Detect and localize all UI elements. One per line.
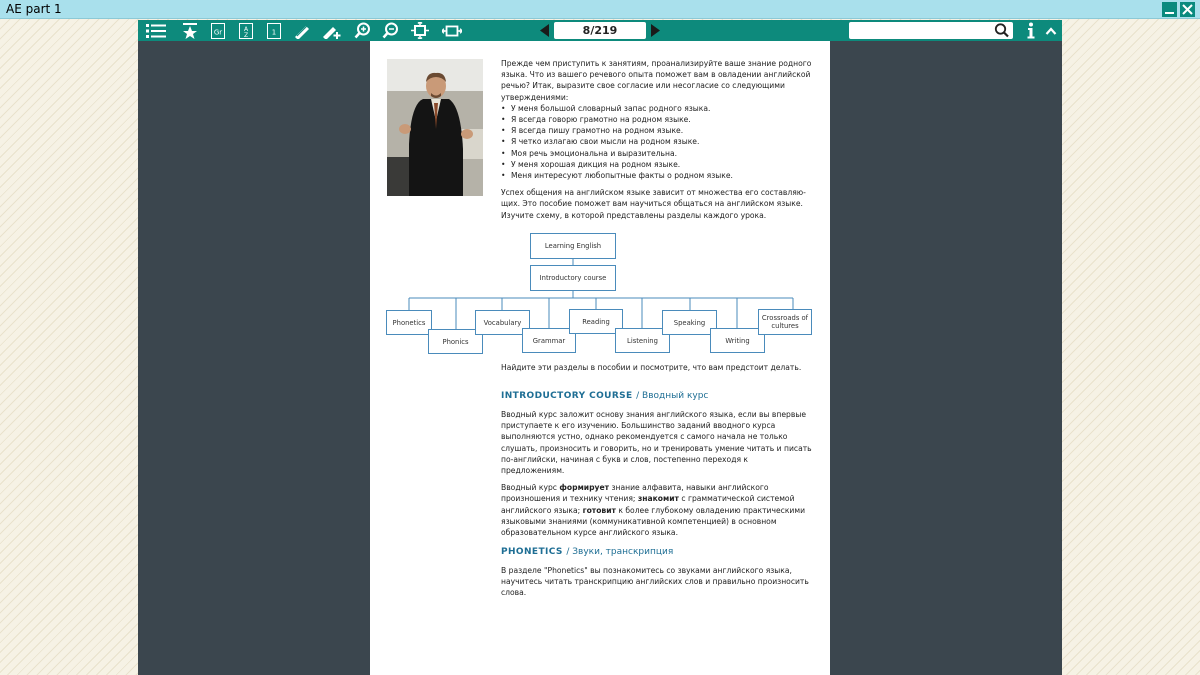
search-button[interactable]	[994, 23, 1010, 38]
zoom-out-icon	[382, 22, 399, 39]
diagram-introductory-course: Introductory course	[530, 265, 616, 291]
previous-page-button[interactable]	[538, 23, 552, 38]
book-page	[370, 41, 830, 675]
list-icon	[146, 23, 166, 39]
zoom-in-icon	[354, 22, 371, 39]
contents-button[interactable]	[146, 21, 166, 40]
info-button[interactable]	[1021, 21, 1041, 40]
star-bookmark-icon	[182, 23, 198, 39]
diagram-root: Learning English	[530, 233, 616, 259]
diagram-section: Writing	[710, 328, 765, 353]
diagram-section: Phonics	[428, 329, 483, 354]
heading-subtitle: / Вводный курс	[636, 391, 709, 401]
triangle-right-icon	[648, 23, 662, 38]
next-page-button[interactable]	[648, 23, 662, 38]
title-bar	[0, 0, 1200, 19]
close-button[interactable]	[1180, 2, 1195, 17]
info-icon	[1026, 22, 1036, 39]
reader-toolbar	[138, 20, 1062, 41]
pencil-plus-icon	[322, 23, 342, 39]
intro-course-paragraph: Вводный курс заложит основу знания английского языка, если вы впервые приступаете к его изучению. Большинство заданий вводного курса выполняются устно, однако рекомендуется с самого начала не только слушать, произносить и говорить, но и тренировать умение читать и писать по-английски, начиная с букв и слов, постепенно переходя к предложениям.	[501, 410, 812, 476]
bookmarks-button[interactable]	[180, 21, 200, 40]
diagram-section: Phonetics	[386, 310, 432, 335]
dictionary-button[interactable]	[264, 21, 284, 40]
fit-width-button[interactable]	[442, 21, 462, 40]
add-note-button[interactable]	[322, 21, 342, 40]
list-item: • Я всегда пишу грамотно на родном языке.	[501, 125, 813, 136]
grammar-book-icon	[211, 23, 225, 39]
vocabulary-button[interactable]	[236, 21, 256, 40]
list-item: • Я всегда говорю грамотно на родном языке.	[501, 114, 813, 125]
close-icon	[1182, 4, 1193, 15]
svg-text:1: 1	[271, 28, 277, 36]
section-heading-introductory	[501, 391, 708, 402]
pencil-button[interactable]	[292, 21, 312, 40]
diagram-section: Vocabulary	[475, 310, 530, 335]
diagram-section: Reading	[569, 309, 623, 334]
diagram-section: Listening	[615, 328, 670, 353]
diagram-section: Speaking	[662, 310, 717, 335]
section-heading-phonetics	[501, 547, 673, 558]
collapse-toolbar-button[interactable]	[1041, 21, 1061, 40]
zoom-in-button[interactable]	[352, 21, 372, 40]
phonetics-text: В разделе "Phonetics" вы познакомитесь со звуками английского языка, научитесь читать транскрипцию английских слов и правильно произносить слова.	[501, 566, 809, 598]
intro-course-paragraph-2: Вводный курс формирует знание алфавита, навыки английского произношения и технику чтения; знакомит с грамматической системой английского языка; готовит к более глубокому овладению практическими языковыми знаниями (коммуникативной компетенцией) в основном образовательном курсе английского языка.	[501, 483, 806, 538]
chevron-up-icon	[1045, 26, 1057, 36]
triangle-left-icon	[538, 23, 552, 38]
heading-title: PHONETICS	[501, 547, 563, 557]
diagram-section: Crossroads of cultures	[758, 309, 812, 335]
diagram-section: Grammar	[522, 328, 576, 353]
list-item: • У меня хорошая дикция на родном языке.	[501, 159, 813, 170]
list-item: • Меня интересуют любопытные факты о родном языке.	[501, 170, 813, 181]
fit-width-icon	[442, 23, 462, 39]
intro-paragraph: Прежде чем приступить к занятиям, проанализируйте ваше знание родного языка. Что из вашего речевого опыта поможет вам в овладении английской речью? Итак, выразите свое согласие или несогласие со следующими утверждениями:	[501, 59, 812, 102]
fit-page-button[interactable]	[410, 21, 430, 40]
window-title: AE part 1	[6, 2, 62, 16]
find-sections-text: Найдите эти разделы в пособии и посмотрите, что вам предстоит делать.	[501, 363, 802, 372]
success-paragraph: Успех общения на английском языке зависит от множества его составляю-щих. Это пособие поможет вам научиться общаться на английском языке. Изучите схему, в которой представлены разделы каждого урока.	[501, 188, 806, 220]
pencil-icon	[293, 23, 311, 39]
zoom-out-button[interactable]	[380, 21, 400, 40]
svg-text:Z: Z	[243, 31, 249, 39]
search-icon	[994, 23, 1010, 38]
az-book-icon	[239, 23, 253, 39]
heading-subtitle: / Звуки, транскрипция	[566, 547, 674, 557]
minimize-icon	[1165, 12, 1174, 14]
dictionary-book-icon	[267, 23, 281, 39]
document-viewer[interactable]	[138, 41, 1062, 675]
heading-title: INTRODUCTORY COURSE	[501, 391, 633, 401]
list-item: • У меня большой словарный запас родного языка.	[501, 103, 813, 114]
introductory-course-text	[501, 409, 813, 538]
minimize-button[interactable]	[1162, 2, 1177, 17]
list-item: • Моя речь эмоциональна и выразительна.	[501, 148, 813, 159]
search-input[interactable]	[849, 22, 1013, 39]
page-indicator[interactable]: 8/219	[554, 22, 646, 39]
grammar-button[interactable]	[208, 21, 228, 40]
svg-text:Gr: Gr	[213, 28, 223, 36]
fit-page-icon	[410, 22, 430, 39]
list-item: • Я четко излагаю свои мысли на родном языке.	[501, 136, 813, 147]
svg-text:A: A	[243, 25, 249, 33]
